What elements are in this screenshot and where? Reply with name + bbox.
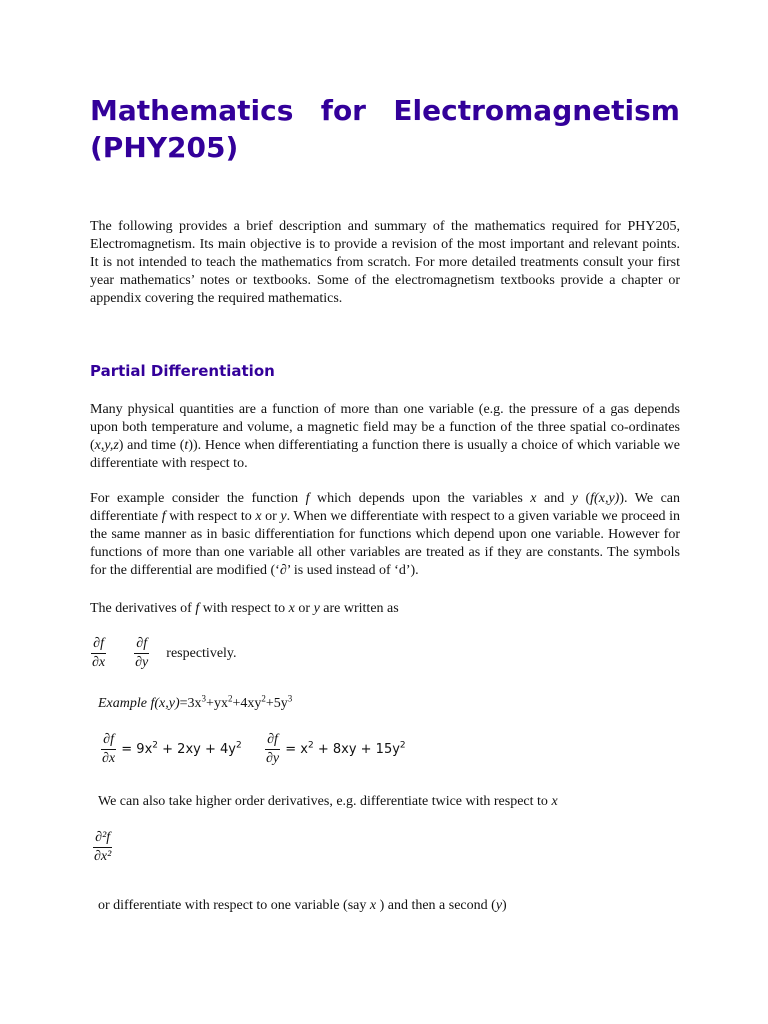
df-dx-result-fraction: $\frac{\partial f}{\partial x}$ (102, 732, 116, 766)
respectively-text: respectively. (166, 645, 237, 661)
example-derivatives (100, 732, 406, 767)
title-line-2: (PHY205) (90, 131, 239, 164)
paragraph-mixed-derivative: or differentiate with respect to one variable (say x ) and then a second (y) (98, 898, 507, 913)
document-title (90, 92, 680, 166)
title-word-2: for (320, 94, 366, 127)
intro-paragraph: The following provides a brief description and summary of the mathematics required for PHY205, Electromagnetism. Its main objective is to provide a revision of the most important and relevant points. It is not intended to teach the mathematics from scratch. For more detailed treatments consult your first year mathematics’ notes or textbooks. Some of the electromagnetism textbooks provide a chapter or appendix covering the required mathematics. (90, 219, 680, 306)
df-dy-fraction: $\frac{\partial f}{\partial y}$ (135, 636, 149, 670)
second-derivative-fraction: $\frac{\text{∂²f}}{\text{∂x²}}$ (94, 830, 112, 864)
second-derivative (92, 830, 113, 865)
paragraph-example: For example consider the function f which depends upon the variables x and y (f(x,y)). We can differentiate f with respect to x or y. When we differentiate with respect to a given variable we proceed in the same manner as in basic differentiation for functions which depend upon one variable. However for functions of more than one variable all other variables are treated as if they are constants. The symbols for the differential are modified (‘∂’ is used instead of ‘d’). (90, 491, 680, 578)
paragraph-variables: Many physical quantities are a function of more than one variable (e.g. the pressure of a gas depends upon both temperature and volume, a magnetic field may be a function of the three spatial co-ordinates (x,y,z) and time (t)). Hence when differentiating a function there is usually a choice of which variable we differentiate with respect to. (90, 402, 680, 471)
df-dy-result-fraction: $\frac{\partial f}{\partial y}$ (265, 732, 280, 766)
df-dx-fraction: $\frac{\partial f}{\partial x}$ (92, 636, 106, 670)
example-function: Example $f(x,y)=3x^3+yx^2+4xy^2+5y^3$ (98, 693, 293, 711)
df-dx-result: = $9x^2 + 2xy + 4y^2$ (121, 740, 242, 757)
title-word-1: Mathematics (90, 94, 294, 127)
df-dy-result: = $x^2 + 8xy + 15y^2$ (285, 740, 406, 757)
partial-derivative-notation (90, 636, 237, 671)
section-heading: Partial Differentiation (90, 362, 275, 380)
paragraph-derivatives: The derivatives of f with respect to x or y are written as (90, 601, 399, 616)
title-word-3: Electromagnetism (393, 94, 680, 127)
paragraph-higher-order: We can also take higher order derivatives, e.g. differentiate twice with respect to x (98, 794, 558, 809)
